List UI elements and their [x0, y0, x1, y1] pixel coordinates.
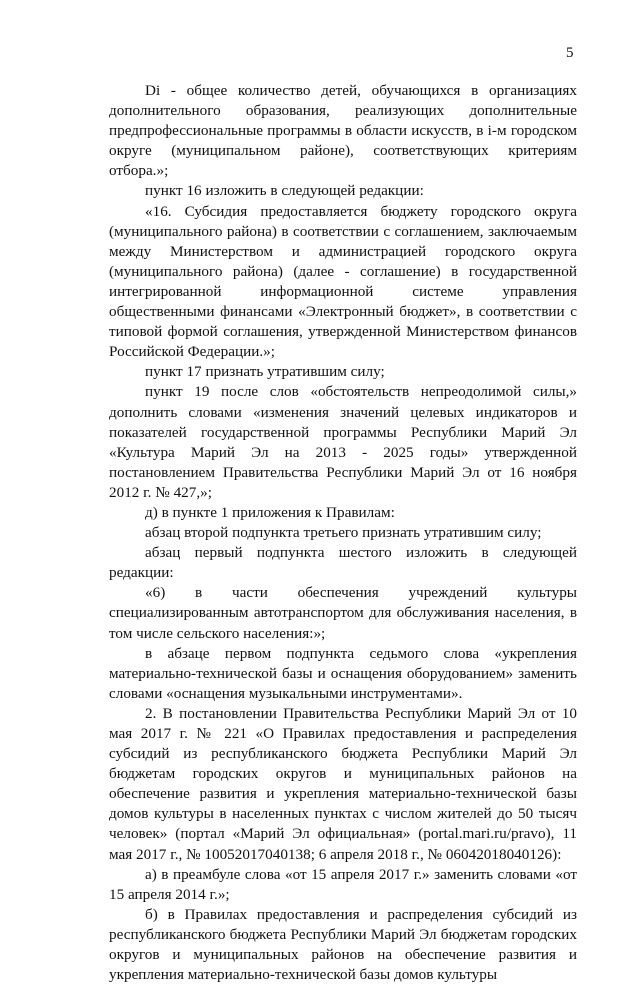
paragraph-subpoint-b: б) в Правилах предоставления и распределения субсидий из республиканского бюджета Республики Марий Эл бюджетам городских округов и муниципальных районов на обеспечение развития и укрепления материально-технической базы домов культуры	[109, 905, 577, 984]
paragraph-point-16-intro: пункт 16 изложить в следующей редакции:	[145, 182, 424, 200]
paragraph-sixth-subpoint-intro: абзац первый подпункта шестого изложить в следующей редакции:	[109, 544, 577, 582]
paragraph-subpoint-d: д) в пункте 1 приложения к Правилам:	[145, 503, 395, 521]
paragraph-point-16-text: «16. Субсидия предоставляется бюджету городского округа (муниципального района) в соответствии с соглашением, заключаемым между Министерством и администрацией городского округа (муниципального района) (далее - соглашение) в государственной интегрированной информационной системе управления общественными финансами «Электронный бюджет», в соответствии с типовой формой соглашения, утвержденной Министерством финансов Российской Федерации.»;	[109, 202, 577, 361]
page-number: 5	[566, 45, 574, 61]
paragraph-third-subpoint: абзац второй подпункта третьего признать утратившим силу;	[145, 524, 542, 542]
paragraph-di-definition: Di - общее количество детей, обучающихся в организациях дополнительного образования, реализующих дополнительные предпрофессиональные программы в области искусств, в i-м городском округе (муниципальном районе), соответствующих критериям отбора.»;	[109, 82, 577, 180]
paragraph-seventh-subpoint: в абзаце первом подпункта седьмого слова «укрепления материально-технической базы и оснащения оборудованием» заменить словами «оснащения музыкальными инструментами».	[109, 644, 577, 702]
paragraph-section-2: 2. В постановлении Правительства Республики Марий Эл от 10 мая 2017 г. № 221 «О Правилах предоставления и распределения субсидий из республиканского бюджета Республики Марий Эл бюджетам городских округов и муниципальных районов на обеспечение развития и укрепления материально-технической базы домов культуры в населенных пунктах с числом жителей до 50 тысяч человек» (портал «Марий Эл официальная» (portal.mari.ru/pravo), 11 мая 2017 г., № 10052017040138; 6 апреля 2018 г., № 06042018040126):	[109, 704, 577, 863]
paragraph-subpoint-a: а) в преамбуле слова «от 15 апреля 2017 г.» заменить словами «от 15 апреля 2014 г.»;	[109, 865, 577, 903]
paragraph-point-19: пункт 19 после слов «обстоятельств непреодолимой силы,» дополнить словами «изменения значений целевых индикаторов и показателей государственной программы Республики Марий Эл «Культура Марий Эл на 2013 - 2025 годы» утвержденной постановлением Правительства Республики Марий Эл от 16 ноября 2012 г. № 427,»;	[109, 383, 577, 501]
paragraph-sixth-subpoint-text: «6) в части обеспечения учреждений культуры специализированным автотранспортом для обслуживания населения, в том числе сельского населения:»;	[109, 584, 577, 642]
document-body	[109, 81, 577, 985]
paragraph-point-17: пункт 17 признать утратившим силу;	[145, 363, 385, 381]
